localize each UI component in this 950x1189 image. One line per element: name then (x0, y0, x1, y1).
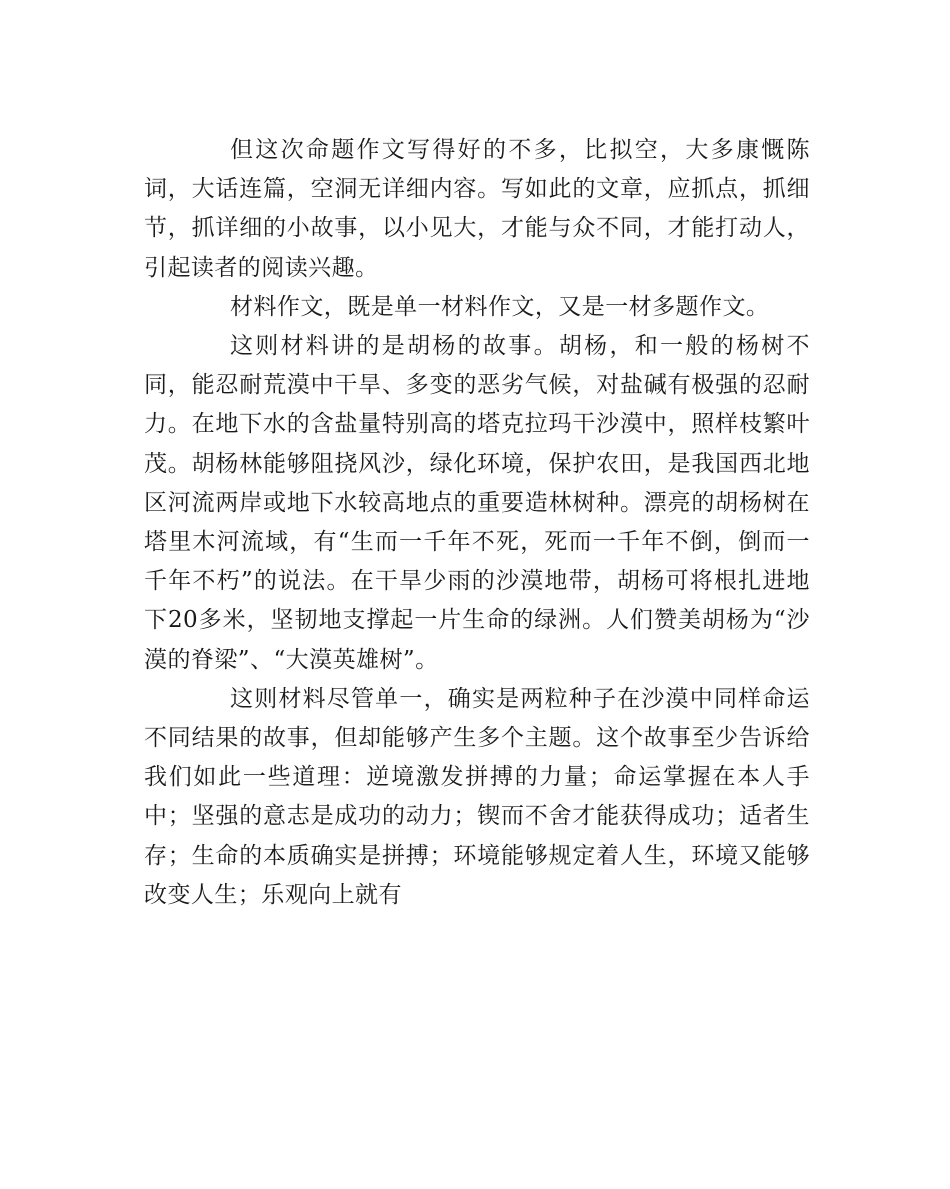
body-text (144, 131, 810, 915)
paragraph-2: 材料作文，既是单一材料作文，又是一材多题作文。 (230, 293, 770, 320)
paragraph-4: 这则材料尽管单一，确实是两粒种子在沙漠中同样命运不同结果的故事，但却能够产生多个主题。这个故事至少告诉给我们如此一些道理：逆境激发拼搏的力量；命运掌握在本人手中；坚强的意志是成功的动力；锲而不舍才能获得成功；适者生存；生命的本质确实是拼搏；环境能够规定着人生，环境又能够改变人生；乐观向上就有 (144, 685, 810, 908)
paragraph-1: 但这次命题作文写得好的不多，比拟空，大多康慨陈词，大话连篇，空洞无详细内容。写如此的文章，应抓点，抓细节，抓详细的小故事，以小见大，才能与众不同，才能打动人，引起读者的阅读兴趣。 (144, 137, 810, 281)
paragraph-3: 这则材料讲的是胡杨的故事。胡杨，和一般的杨树不同，能忍耐荒漠中干旱、多变的恶劣气候，对盐碱有极强的忍耐力。在地下水的含盐量特别高的塔克拉玛干沙漠中，照样枝繁叶茂。胡杨林能够阻挠风沙，绿化环境，保护农田，是我国西北地区河流两岸或地下水较高地点的重要造林树种。漂亮的胡杨树在塔里木河流域，有“生而一千年不死，死而一千年不倒，倒而一千年不朽”的说法。在干旱少雨的沙漠地带，胡杨可将根扎进地下20多米，坚韧地支撑起一片生命的绿洲。人们赞美胡杨为“沙漠的脊梁”、“大漠英雄树”。 (144, 333, 810, 673)
